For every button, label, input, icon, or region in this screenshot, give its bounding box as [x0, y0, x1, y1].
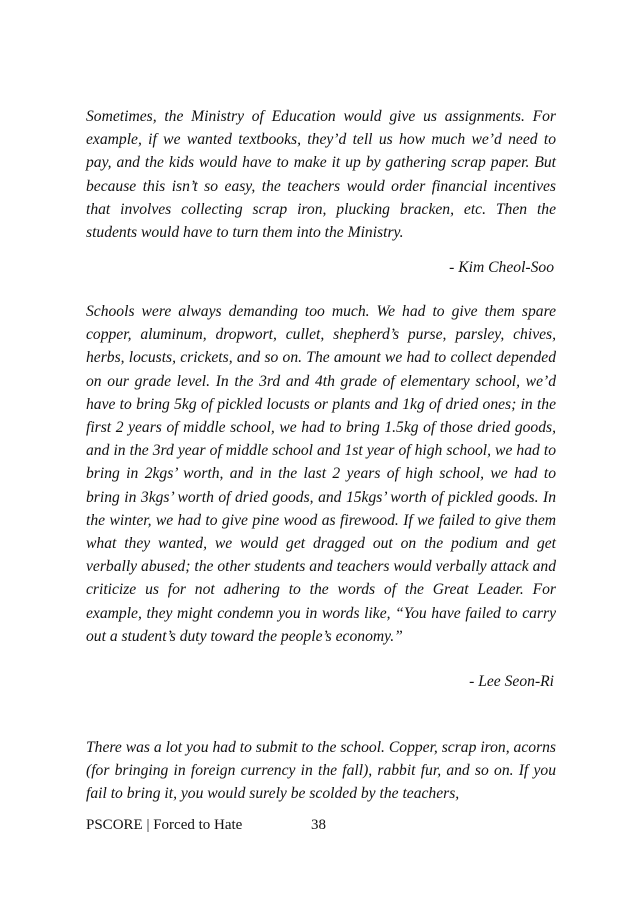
- testimony-attribution-1: - Kim Cheol-Soo: [449, 259, 554, 276]
- page-number: 38: [311, 817, 326, 833]
- testimony-paragraph-1: Sometimes, the Ministry of Education would give us assignments. For example, if we wanted textbooks, they’d tell us how much we’d need to pay, and the kids would have to make it up by gathering scrap paper. But because this isn’t so easy, the teachers would order financial incentives that involves collecting scrap iron, plucking bracken, etc. Then the students would have to turn them into the Ministry.: [86, 108, 556, 242]
- testimony-attribution-2: - Lee Seon-Ri: [469, 673, 554, 690]
- testimony-paragraph-2: Schools were always demanding too much. We had to give them spare copper, aluminum, dropwort, cullet, shepherd’s purse, parsley, chives, herbs, locusts, crickets, and so on. The amount we had to collect depended on our grade level. In the 3rd and 4th grade of elementary school, we’d have to bring 5kg of pickled locusts or plants and 1kg of dried ones; in the first 2 years of middle school, we had to bring 1.5kg of those dried goods, and in the 3rd year of middle school and 1st year of high school, we had to bring in 2kgs’ worth, and in the last 2 years of high school, we had to bring in 3kgs’ worth of dried goods, and 15kgs’ worth of pickled goods. In the winter, we had to give pine wood as firewood. If we failed to give them what they wanted, we would get dragged out on the podium and get verbally abused; the other students and teachers would verbally attack and criticize us for not adhering to the words of the Great Leader. For example, they might condemn you in words like, “You have failed to carry out a student’s duty toward the people’s economy.”: [86, 303, 556, 645]
- footer-source: PSCORE | Forced to Hate: [86, 817, 243, 833]
- testimony-paragraph-3: There was a lot you had to submit to the school. Copper, scrap iron, acorns (for bringing in foreign currency in the fall), rabbit fur, and so on. If you fail to bring it, you would surely be scolded by the teachers,: [86, 739, 556, 803]
